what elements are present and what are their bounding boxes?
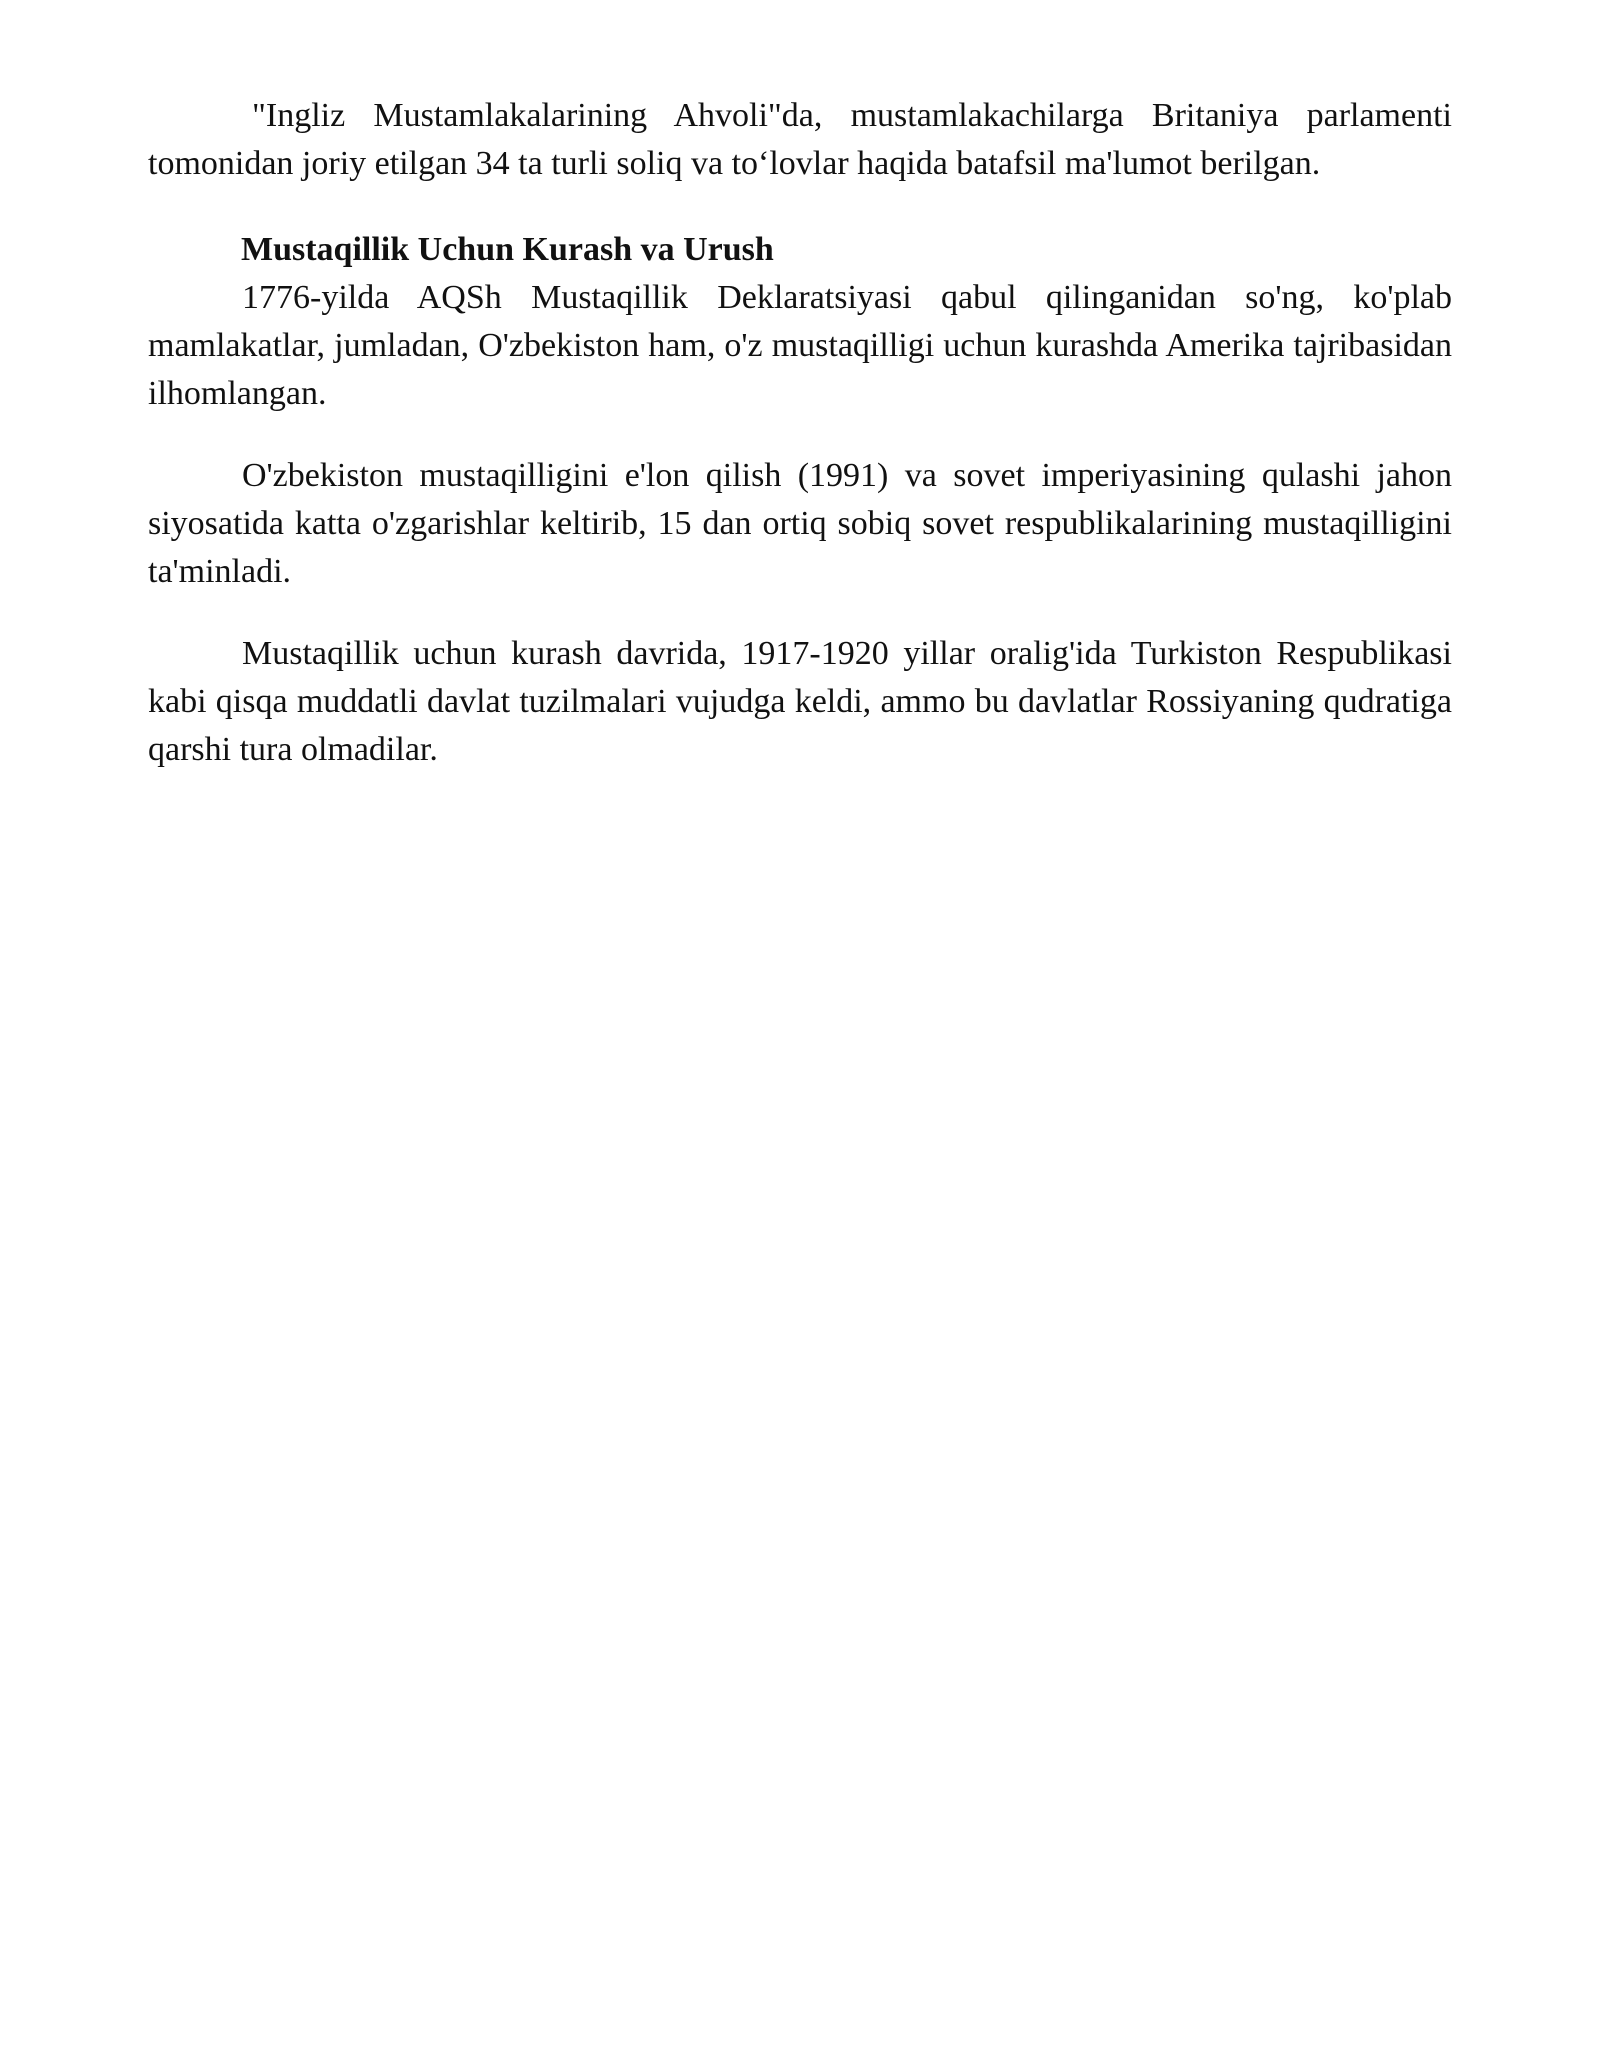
- intro-paragraph: "Ingliz Mustamlakalarining Ahvoli"da, mustamlakachilarga Britaniya parlamenti tomonidan joriy etilgan 34 ta turli soliq va to‘lovlar haqida batafsil ma'lumot berilgan.: [148, 97, 1452, 182]
- document-body: [148, 92, 1452, 774]
- section-paragraph-3: Mustaqillik uchun kurash davrida, 1917-1920 yillar oralig'ida Turkiston Respublikasi kabi qisqa muddatli davlat tuzilmalari vujudga keldi, ammo bu davlatlar Rossiyaning qudratiga qarshi tura olmadilar.: [148, 635, 1452, 768]
- section-paragraph-1: 1776-yilda AQSh Mustaqillik Deklaratsiyasi qabul qilinganidan so'ng, ko'plab mamlakatlar, jumladan, O'zbekiston ham, o'z mustaqilligi uchun kurashda Amerika tajribasidan ilhomlangan.: [148, 279, 1452, 412]
- section-heading: Mustaqillik Uchun Kurash va Urush: [241, 231, 774, 268]
- section-paragraph-2: O'zbekiston mustaqilligini e'lon qilish (1991) va sovet imperiyasining qulashi jahon siyosatida katta o'zgarishlar keltirib, 15 dan ortiq sobiq sovet respublikalarining mustaqilligini ta'minladi.: [148, 457, 1452, 590]
